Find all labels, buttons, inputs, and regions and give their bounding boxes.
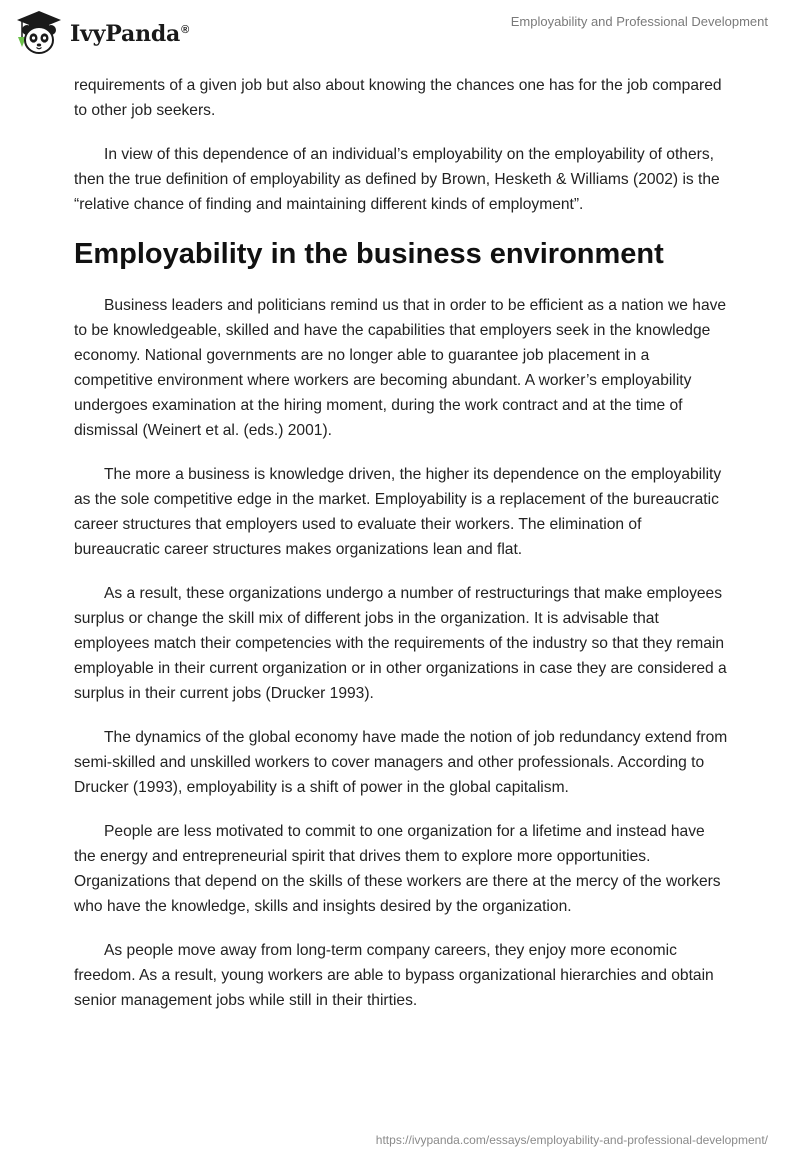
paragraph: requirements of a given job but also about knowing the chances one has for the job compared to other job seekers.: [74, 77, 722, 119]
document-title: Employability and Professional Development: [510, 14, 768, 29]
page-header: [0, 0, 800, 66]
section-heading: Employability in the business environment: [74, 238, 664, 270]
logo-text: IvyPanda®: [70, 21, 190, 47]
paragraph: As people move away from long-term company careers, they enjoy more economic freedom. As a result, young workers are able to bypass organizational hierarchies and obtain senior management jobs while still in their thirties.: [74, 942, 714, 1009]
panda-graduate-icon: [14, 9, 64, 57]
paragraph: Business leaders and politicians remind us that in order to be efficient as a nation we have to be knowledgeable, skilled and have the capabilities that employers seek in the knowledge economy. National governments are no longer able to guarantee job placement in a competitive environment where workers are becoming abundant. A worker’s employability undergoes examination at the hiring moment, during the work contract and at the time of dismissal (Weinert et al. (eds.) 2001).: [74, 297, 727, 439]
essay-content: [74, 73, 728, 1032]
paragraph: In view of this dependence of an individual’s employability on the employability of others, then the true definition of employability as defined by Brown, Hesketh & Williams (2002) is the “relative chance of finding and maintaining different kinds of employment”.: [74, 146, 720, 213]
paragraph: People are less motivated to commit to one organization for a lifetime and instead have the energy and entrepreneurial spirit that drives them to explore more opportunities. Organizations that depend on the skills of these workers are there at the mercy of the workers who have the knowledge, skills and insights desired by the organization.: [74, 823, 721, 915]
paragraph: The dynamics of the global economy have made the notion of job redundancy extend from semi-skilled and unskilled workers to cover managers and other professionals. According to Drucker (1993), employability is a shift of power in the global capitalism.: [74, 729, 728, 796]
paragraph: As a result, these organizations undergo a number of restructurings that make employees surplus or change the skill mix of different jobs in the organization. It is advisable that employees match their competencies with the requirements of the industry so that they remain employable in their current organization or in other organizations in case they are considered a surplus in their current jobs (Drucker 1993).: [74, 585, 727, 702]
source-url-link[interactable]: https://ivypanda.com/essays/employability-and-professional-development/: [375, 1133, 768, 1147]
paragraph: The more a business is knowledge driven, the higher its dependence on the employability as the sole competitive edge in the market. Employability is a replacement of the bureaucratic career structures that employers used to evaluate their workers. The elimination of bureaucratic career structures makes organizations lean and flat.: [74, 466, 722, 558]
ivypanda-logo[interactable]: [14, 8, 189, 58]
